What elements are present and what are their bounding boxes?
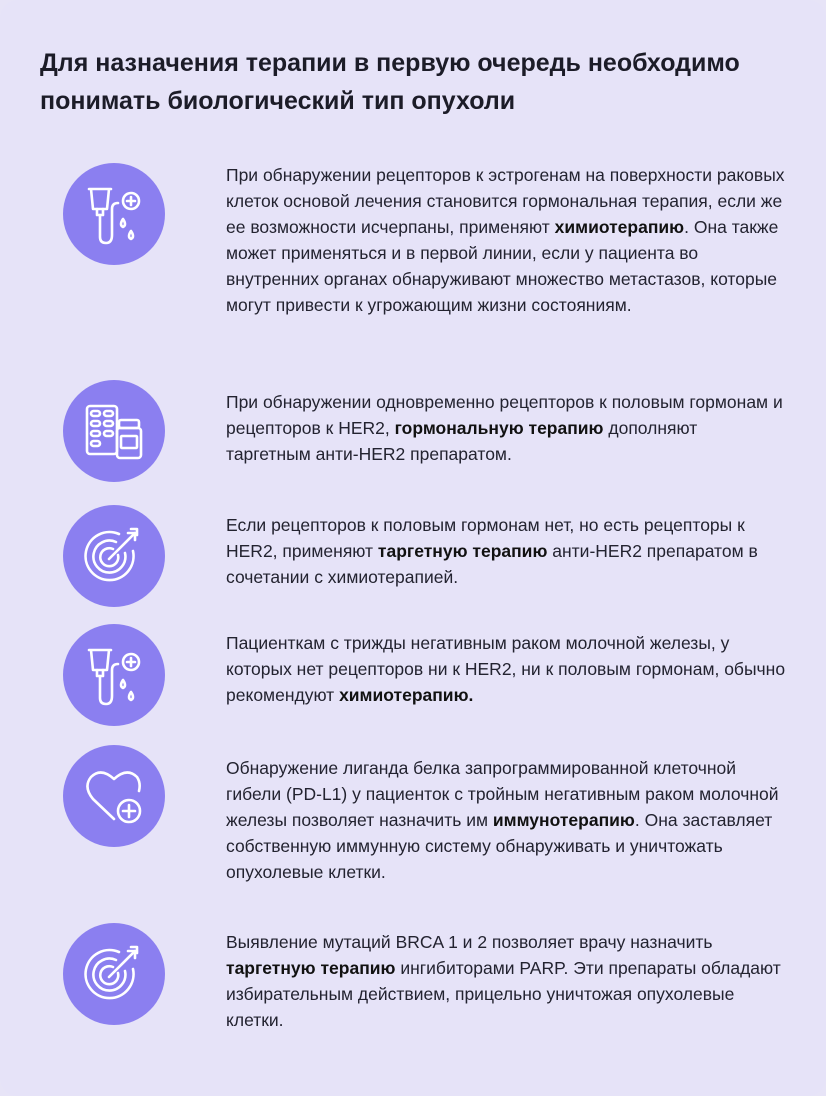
item-text: При обнаружении рецепторов к эстрогенам на поверхности раковых клеток основой лечения становится гормональная терапия, если же ее возможности исчерпаны, применяют химиотерапию. Она также может применяться и в первой линии, если у пациента во внутренних органах обнаруживают множество метастазов, которые могут привести к угрожающим жизни состояниям. — [226, 165, 785, 315]
item-text: Если рецепторов к половым гормонам нет, но есть рецепторы к HER2, применяют таргетную терапию анти-HER2 препаратом в сочетании с химиотерапией. — [226, 515, 758, 587]
target-icon — [63, 505, 165, 607]
item-text: Обнаружение лиганда белка запрограммированной клеточной гибели (PD-L1) у пациенток с тройным негативным раком молочной железы позволяет назначить им иммунотерапию. Она заставляет собственную иммунную систему обнаруживать и уничтожать опухолевые клетки. — [226, 758, 779, 882]
pills-icon — [63, 380, 165, 482]
iv-drip-icon — [63, 163, 165, 265]
heart-plus-icon — [63, 745, 165, 847]
iv-drip-icon — [63, 624, 165, 726]
item-text: При обнаружении одновременно рецепторов к половым гормонам и рецепторов к HER2, гормональную терапию дополняют таргетным анти-HER2 препаратом. — [226, 392, 783, 464]
item-text: Выявление мутаций BRCA 1 и 2 позволяет врачу назначить таргетную терапию ингибиторами PARP. Эти препараты обладают избирательным действием, прицельно уничтожая опухолевые клетки. — [226, 932, 781, 1030]
item-text: Пациенткам с трижды негативным раком молочной железы, у которых нет рецепторов ни к HER2, ни к половым гормонам, обычно рекомендуют химиотерапию. — [226, 633, 786, 705]
page-title: Для назначения терапии в первую очередь необходимо понимать биологический тип опухоли — [40, 49, 740, 115]
target-icon — [63, 923, 165, 1025]
